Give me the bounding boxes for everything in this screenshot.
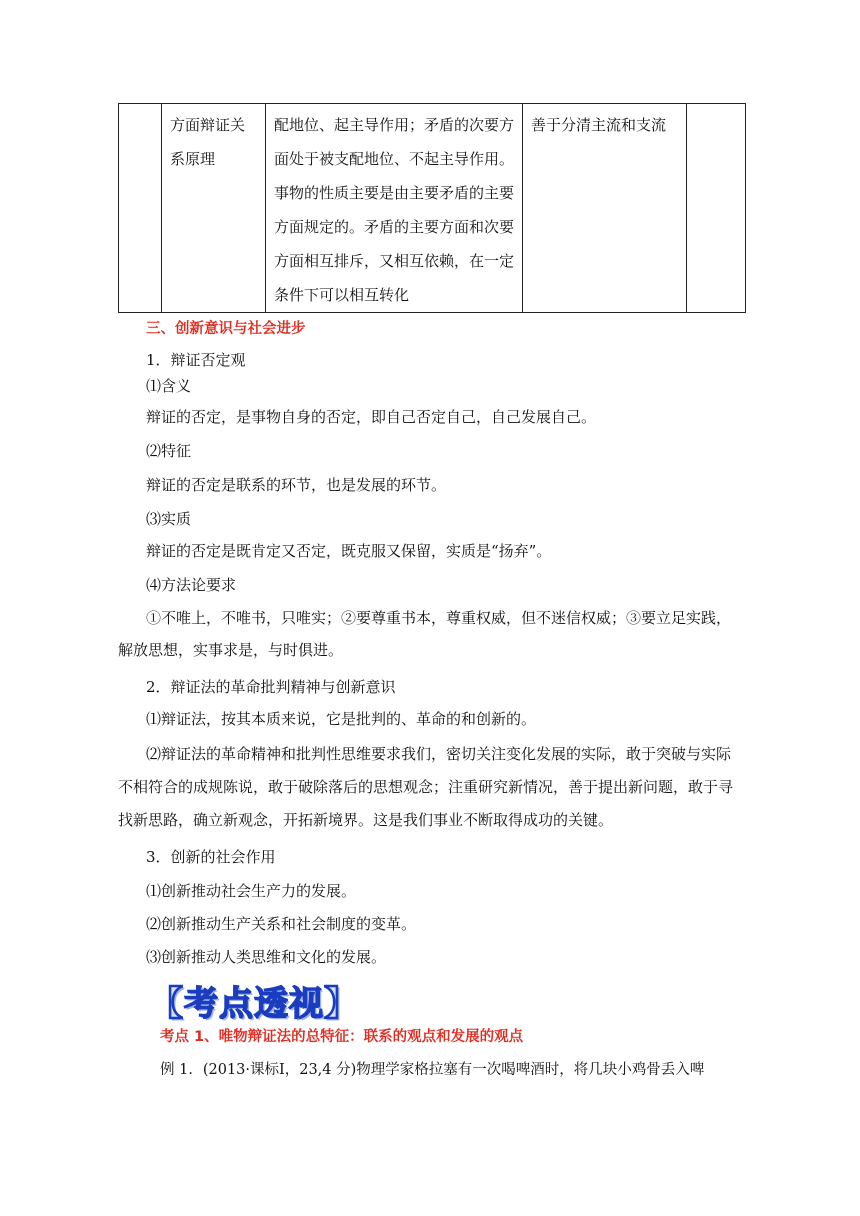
item-paragraph: ①不唯上，不唯书，只唯实；②要尊重书本，尊重权威，但不迷信权威；③要立足实践，解放思想，实事求是，与时俱进。 bbox=[118, 609, 732, 659]
item-text: 辩证的否定是既肯定又否定，既克服又保留，实质是“扬弃”。 bbox=[146, 542, 552, 560]
item-text: 辩证的否定，是事物自身的否定，即自己否定自己，自己发展自己。 bbox=[146, 408, 597, 426]
table-row bbox=[119, 104, 746, 313]
subsection-title: 2．辩证法的革命批判精神与创新意识 bbox=[146, 678, 396, 696]
item-text: ⑴创新推动社会生产力的发展。 bbox=[146, 882, 357, 900]
section-heading: 三、创新意识与社会进步 bbox=[146, 321, 306, 337]
item-label: ⑶实质 bbox=[146, 510, 192, 528]
table-cell-principle-content: 配地位、起主导作用；矛盾的次要方面处于被支配地位、不起主导作用。事物的性质主要是由主要矛盾的主要方面规定的。矛盾的主要方面和次要方面相互排斥，又相互依赖，在一定条件下可以相互转化 bbox=[266, 104, 523, 313]
item-label: ⑷方法论要求 bbox=[146, 576, 237, 594]
item-text: ⑴辩证法，按其本质来说，它是批判的、革命的和创新的。 bbox=[146, 710, 537, 728]
subsection-title: 1．辩证否定观 bbox=[146, 351, 246, 369]
continuation-table bbox=[118, 103, 746, 313]
table-cell-methodology: 善于分清主流和支流 bbox=[523, 104, 687, 313]
item-text: 辩证的否定是联系的环节，也是发展的环节。 bbox=[146, 476, 447, 494]
item-text: ⑵创新推动生产关系和社会制度的变革。 bbox=[146, 915, 417, 933]
item-label: ⑴含义 bbox=[146, 377, 192, 395]
kaodian-heading: 考点 1、唯物辩证法的总特征：联系的观点和发展的观点 bbox=[160, 1029, 524, 1045]
item-paragraph: ⑵辩证法的革命精神和批判性思维要求我们，密切关注变化发展的实际，敢于突破与实际不相符合的成规陈说，敢于破除落后的思想观念；注重研究新情况，善于提出新问题，敢于寻找新思路，确立新观念，开拓新境界。这是我们事业不断取得成功的关键。 bbox=[118, 745, 734, 829]
item-text: ⑶创新推动人类思维和文化的发展。 bbox=[146, 948, 387, 966]
subsection-title: 3．创新的社会作用 bbox=[146, 848, 276, 866]
example-text: 例 1．(2013·课标Ⅰ，23,4 分)物理学家格拉塞有一次喝啤酒时，将几块小鸡骨丢入啤 bbox=[160, 1062, 705, 1078]
item-label: ⑵特征 bbox=[146, 442, 192, 460]
table-cell-blank bbox=[687, 104, 746, 313]
table-cell-blank bbox=[119, 104, 162, 313]
table-cell-principle-name: 方面辩证关系原理 bbox=[162, 104, 266, 313]
kaodian-banner: 【考点透视】 bbox=[149, 984, 359, 1024]
